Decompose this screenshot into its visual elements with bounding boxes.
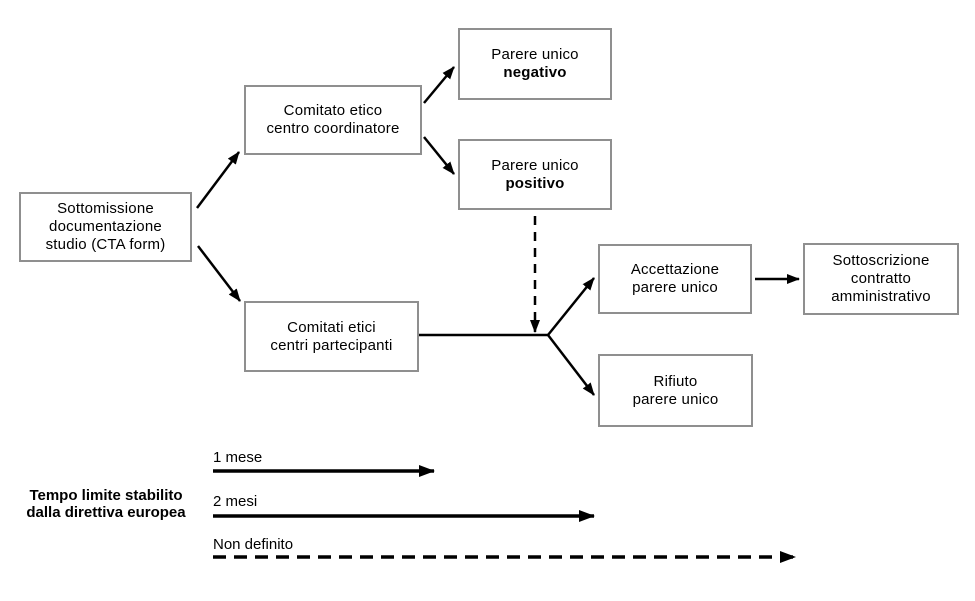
arrow-coordinatore-to-positivo xyxy=(424,137,454,174)
arrow-junction-to-rifiuto xyxy=(548,335,594,395)
node-parere-unico-negativo xyxy=(458,28,612,100)
node-comitati-partecipanti xyxy=(244,301,419,372)
node-sottomissione xyxy=(19,192,192,262)
node-rifiuto xyxy=(598,354,753,427)
node-accettazione xyxy=(598,244,752,314)
node-text-line: documentazione xyxy=(49,218,162,235)
node-text-line: Comitati etici xyxy=(287,318,376,336)
node-text-line: Comitato etico xyxy=(283,102,383,119)
node-text-line: Parere unico xyxy=(491,156,579,174)
node-text-line: Parere unico xyxy=(491,46,579,63)
node-text-line-bold: negativo xyxy=(503,64,567,81)
node-text-line: centro coordinatore xyxy=(266,120,400,137)
node-text-line: Accettazione xyxy=(630,261,720,278)
node-text-line: parere unico xyxy=(632,390,719,408)
node-text-line-bold: positivo xyxy=(505,174,565,192)
node-text-line: parere unico xyxy=(632,279,718,296)
arrow-coordinatore-to-negativo xyxy=(424,67,454,103)
legend-label-2-mesi: 2 mesi xyxy=(213,493,258,510)
node-text-line: centri partecipanti xyxy=(270,336,393,354)
node-text-line: Rifiuto xyxy=(653,372,698,390)
arrow-sottomissione-to-coordinatore xyxy=(197,152,239,208)
node-comitato-coordinatore xyxy=(244,85,422,155)
node-sottoscrizione xyxy=(803,243,959,315)
legend-title-line: Tempo limite stabilito xyxy=(29,487,183,504)
legend-title-line: dalla direttiva europea xyxy=(26,504,186,521)
node-text-line: contratto xyxy=(850,270,912,287)
legend-label-1-mese: 1 mese xyxy=(213,449,263,466)
node-text-line: Sottoscrizione xyxy=(832,252,930,269)
legend-title xyxy=(8,487,204,521)
arrow-sottomissione-to-partecipanti xyxy=(198,246,240,301)
node-text-line: Sottomissione xyxy=(57,200,154,217)
node-text-line: studio (CTA form) xyxy=(45,236,166,253)
arrow-junction-to-accettazione xyxy=(548,278,594,335)
node-parere-unico-positivo xyxy=(458,139,612,210)
node-text-line: amministrativo xyxy=(831,288,931,305)
legend-label-non-definito: Non definito xyxy=(213,536,294,553)
